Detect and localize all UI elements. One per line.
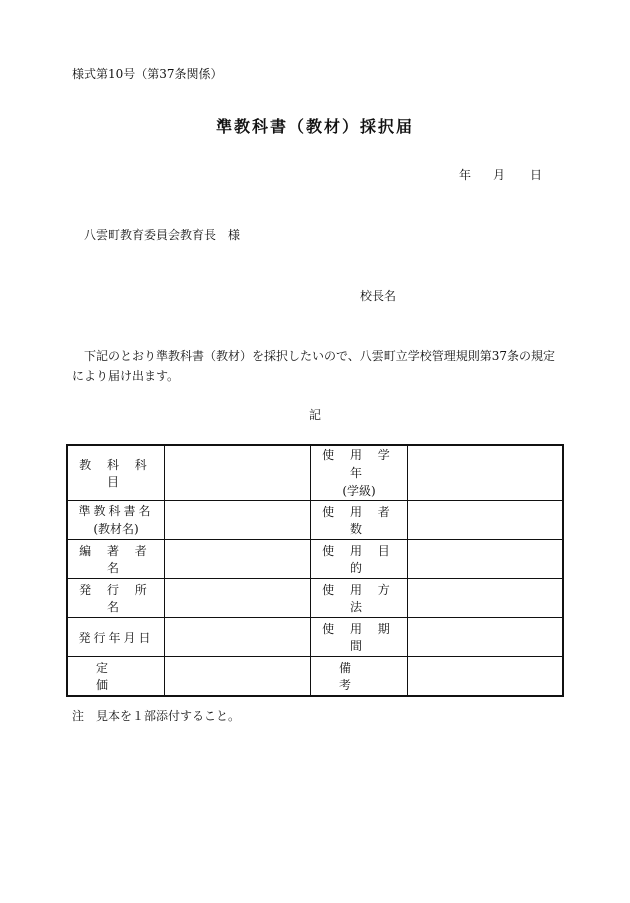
label-author: 編 著 者 名 — [67, 540, 165, 579]
field-author[interactable] — [165, 540, 311, 579]
form-table — [66, 444, 564, 697]
ki-heading: 記 — [308, 408, 321, 422]
addressee: 八雲町教育委員会教育長 様 — [84, 228, 241, 242]
label-publish-date: 発行年月日 — [67, 618, 165, 657]
date-day: 日 — [530, 168, 543, 182]
field-period[interactable] — [408, 618, 564, 657]
form-number: 様式第10号（第37条関係） — [72, 67, 223, 81]
label-method: 使 用 方 法 — [311, 579, 408, 618]
table-row — [67, 540, 563, 579]
table-row — [67, 501, 563, 540]
table-row — [67, 445, 563, 501]
label-remarks: 備 考 — [311, 657, 408, 697]
field-user-count[interactable] — [408, 501, 564, 540]
label-purpose: 使 用 目 的 — [311, 540, 408, 579]
table-row — [67, 579, 563, 618]
label-price: 定 価 — [67, 657, 165, 697]
date-month: 月 — [493, 168, 506, 182]
label-textbook-name: 準教科書名 (教材名) — [67, 501, 165, 540]
label-publisher: 発 行 所 名 — [67, 579, 165, 618]
body-paragraph: 下記のとおり準教科書（教材）を採択したいので、八雲町立学校管理規則第37条の規定により届け出ます。 — [72, 349, 556, 383]
document-title: 準教科書（教材）採択届 — [215, 117, 414, 136]
field-purpose[interactable] — [408, 540, 564, 579]
date-year: 年 — [459, 168, 472, 182]
date-line — [459, 166, 542, 183]
label-grade: 使 用 学 年 (学級) — [311, 445, 408, 501]
field-remarks[interactable] — [408, 657, 564, 697]
principal-label: 校長名 — [360, 289, 397, 303]
field-textbook-name[interactable] — [165, 501, 311, 540]
field-method[interactable] — [408, 579, 564, 618]
field-publish-date[interactable] — [165, 618, 311, 657]
field-grade[interactable] — [408, 445, 564, 501]
field-subject[interactable] — [165, 445, 311, 501]
label-user-count: 使 用 者 数 — [311, 501, 408, 540]
field-price[interactable] — [165, 657, 311, 697]
label-period: 使 用 期 間 — [311, 618, 408, 657]
footnote: 注 見本を１部添付すること。 — [72, 709, 241, 723]
table-row — [67, 618, 563, 657]
label-subject: 教 科 科 目 — [67, 445, 165, 501]
table-row — [67, 657, 563, 697]
field-publisher[interactable] — [165, 579, 311, 618]
